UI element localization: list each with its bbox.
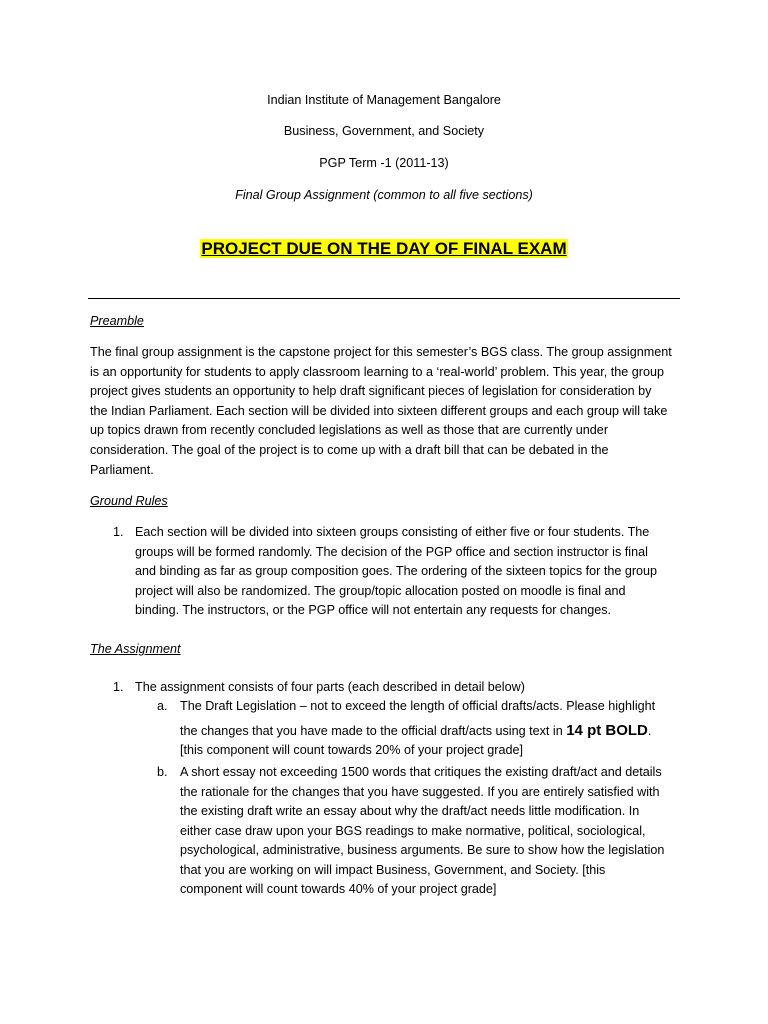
ground-rules-line: project will also be randomized. The group/topic allocation posted on moodle is final and — [135, 583, 626, 598]
ground-rules-heading: Ground Rules — [90, 494, 168, 508]
preamble-line: Parliament. — [90, 462, 154, 477]
preamble-line: The final group assignment is the capstone project for this semester’s BGS class. The group assignment — [90, 345, 672, 359]
preamble-line: consideration. The goal of the project is to come up with a draft bill that can be debated in the — [90, 442, 609, 457]
emphasis-text: 14 pt BOLD — [566, 721, 648, 739]
preamble-paragraph — [90, 343, 690, 480]
subitem-a-text-part: the changes that you have made to the official draft/acts using text in — [180, 723, 567, 738]
preamble-line: up topics drawn from recently concluded legislations as well as those that are currently under — [90, 423, 609, 438]
assignment-intro: The assignment consists of four parts (each described in detail below) — [135, 680, 525, 694]
subitem-b-line: A short essay not exceeding 1500 words that critiques the existing draft/act and details — [180, 765, 662, 779]
ground-rules-line: and binding as far as group composition goes. The ordering of the sixteen topics for the group — [135, 564, 658, 578]
course-name: Business, Government, and Society — [283, 124, 485, 138]
sub-letter: a. — [157, 699, 168, 713]
sub-letter: b. — [157, 765, 168, 779]
subitem-a-line — [180, 721, 680, 742]
subitem-b-text — [180, 763, 680, 900]
subitem-a-text-part: . — [647, 723, 652, 738]
subitem-b-line: psychological, administrative, business arguments. Be sure to show how the legislation — [180, 843, 665, 857]
assignment-title: Final Group Assignment (common to all five sections) — [235, 188, 533, 202]
institution-name: Indian Institute of Management Bangalore — [267, 93, 501, 107]
due-banner-text: PROJECT DUE ON THE DAY OF FINAL EXAM — [201, 239, 567, 258]
subitem-b-line: component will count towards 40% of your project grade] — [180, 882, 497, 896]
subitem-b-line: that you are working on will impact Business, Government, and Society. [this — [180, 862, 606, 877]
subitem-b-line: the rationale for the changes that you have suggested. If you are entirely satisfied with — [180, 784, 660, 799]
ground-rules-text — [135, 523, 665, 621]
preamble-line: the Indian Parliament. Each section will be divided into sixteen different groups and each group will take — [90, 403, 668, 418]
ground-rules-line: groups will be formed randomly. The decision of the PGP office and section instructor is final — [135, 544, 648, 559]
assignment-heading: The Assignment — [90, 642, 181, 656]
term-label: PGP Term -1 (2011-13) — [319, 156, 449, 170]
preamble-line: is an opportunity for students to apply classroom learning to a ‘real-world’ problem. This year, the group — [90, 364, 665, 379]
list-number: 1. — [113, 680, 124, 694]
preamble-line: project gives students an opportunity to help draft significant pieces of legislation for consideration by — [90, 384, 652, 399]
subitem-a-text — [180, 697, 680, 761]
preamble-heading: Preamble — [90, 314, 144, 328]
due-banner — [0, 238, 768, 260]
ground-rules-line: binding. The instructors, or the PGP office will not entertain any requests for changes. — [135, 603, 612, 617]
subitem-b-line: the existing draft write an essay about why the draft/act needs little modification. In — [180, 804, 640, 818]
subitem-a-line: The Draft Legislation – not to exceed the length of official drafts/acts. Please highlight — [180, 699, 656, 713]
ground-rules-line: Each section will be divided into sixteen groups consisting of either five or four students. The — [135, 525, 650, 539]
subitem-a-line: [this component will count towards 20% of your project grade] — [180, 743, 524, 757]
list-number: 1. — [113, 525, 124, 539]
divider — [88, 298, 680, 299]
subitem-b-line: either case draw upon your BGS readings to make normative, political, sociological, — [180, 823, 646, 838]
